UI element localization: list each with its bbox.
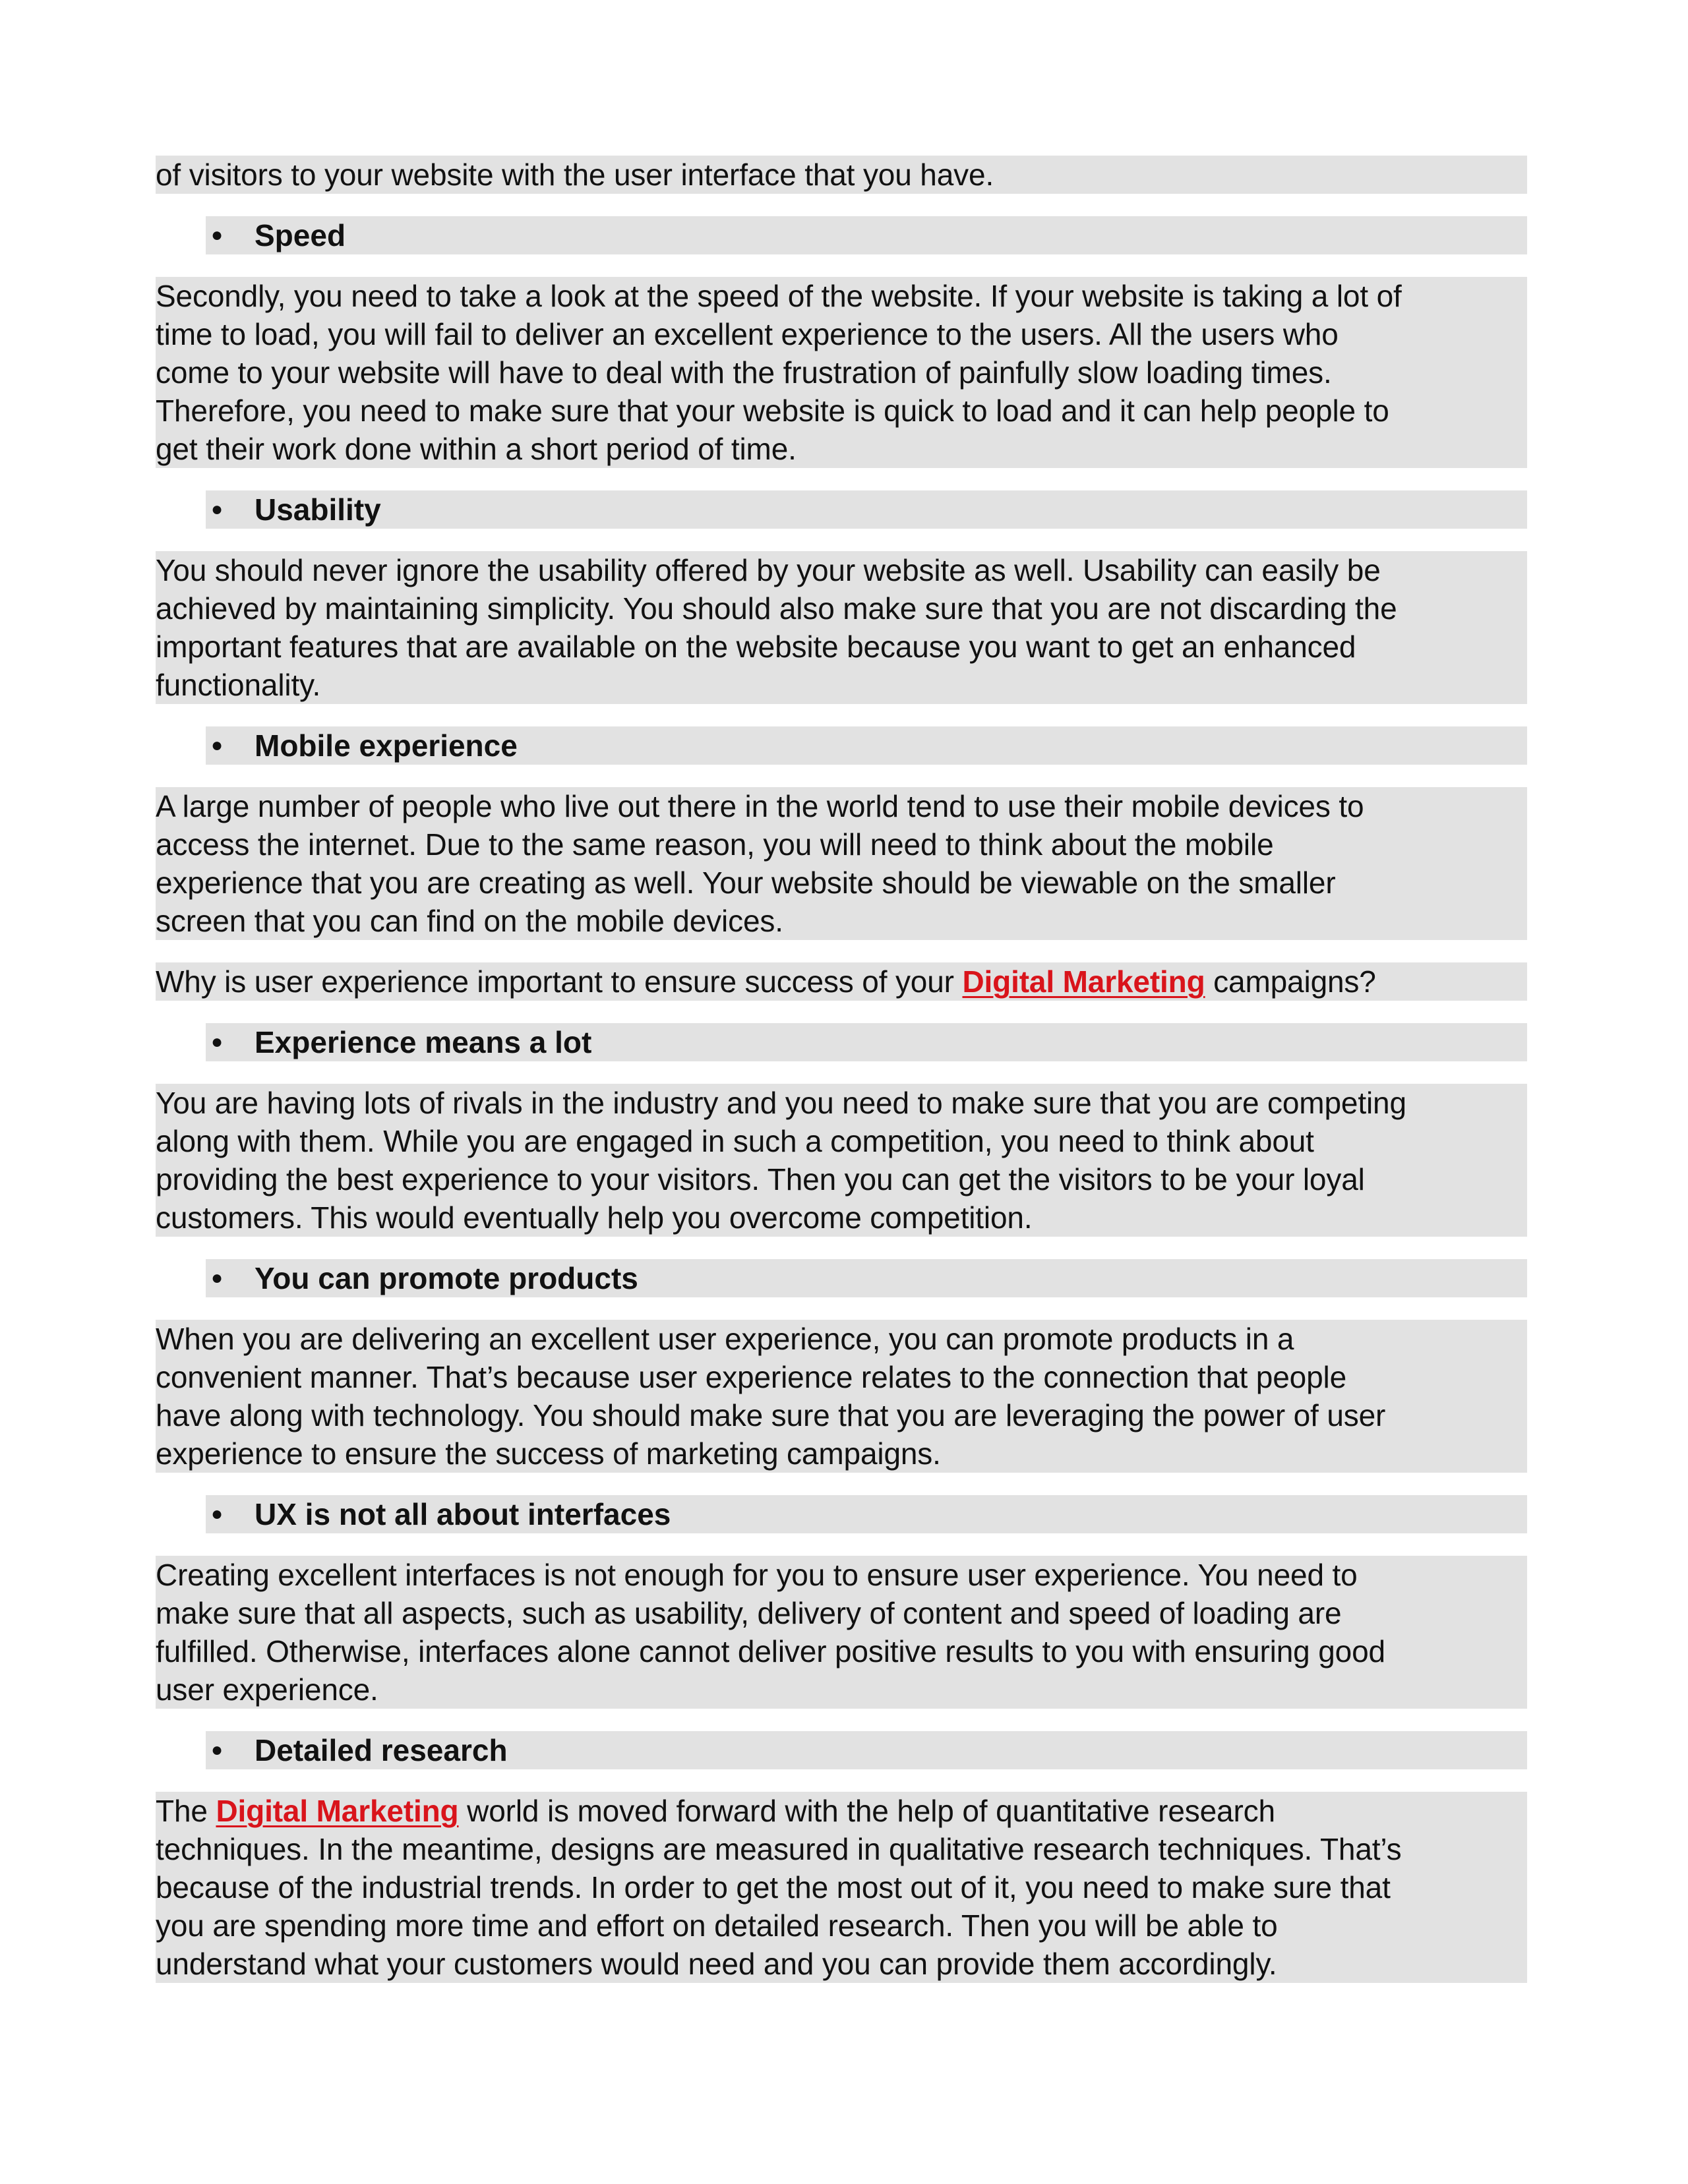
bullet-icon: ●	[210, 1267, 224, 1289]
bullet-heading-usability	[156, 490, 1527, 529]
research-text-before: The	[156, 1794, 216, 1828]
digital-marketing-link[interactable]: Digital Marketing	[216, 1794, 459, 1828]
bullet-heading-mobile-experience	[156, 726, 1527, 765]
paragraph-usability	[156, 551, 1527, 704]
bullet-heading-speed	[156, 216, 1527, 254]
bullet-heading-label: Speed	[255, 218, 346, 252]
bullet-heading-promote-products	[156, 1259, 1527, 1297]
paragraph-ux-interfaces	[156, 1556, 1527, 1709]
paragraph-line: you are spending more time and effort on detailed research. Then you will be able to	[156, 1908, 1278, 1943]
intro-paragraph	[156, 156, 1527, 194]
paragraph-line: user experience.	[156, 1672, 378, 1707]
bullet-heading-label: UX is not all about interfaces	[255, 1497, 671, 1531]
paragraph-mobile-experience	[156, 787, 1527, 940]
paragraph-experience-means-a-lot	[156, 1084, 1527, 1237]
bullet-heading-label: Usability	[255, 492, 381, 527]
paragraph-line: Therefore, you need to make sure that your website is quick to load and it can help people to	[156, 394, 1389, 428]
bullet-heading-label: Detailed research	[255, 1733, 508, 1767]
bullet-icon: ●	[210, 1031, 224, 1053]
paragraph-line: come to your website will have to deal with the frustration of painfully slow loading times.	[156, 355, 1332, 390]
bullet-icon: ●	[210, 224, 224, 246]
paragraph-line: convenient manner. That’s because user experience relates to the connection that people	[156, 1360, 1347, 1394]
paragraph-line: Secondly, you need to take a look at the speed of the website. If your website is taking a lot of	[156, 279, 1402, 313]
paragraph-speed	[156, 277, 1527, 468]
bullet-heading-ux-interfaces	[156, 1495, 1527, 1533]
paragraph-line: You should never ignore the usability offered by your website as well. Usability can easily be	[156, 553, 1381, 587]
question-text-before: Why is user experience important to ensure success of your	[156, 964, 963, 999]
paragraph-line: access the internet. Due to the same reason, you will need to think about the mobile	[156, 827, 1274, 862]
bullet-icon: ●	[210, 1503, 224, 1525]
paragraph-line: fulfilled. Otherwise, interfaces alone cannot deliver positive results to you with ensuring good	[156, 1634, 1385, 1668]
paragraph-line: providing the best experience to your visitors. Then you can get the visitors to be your loyal	[156, 1162, 1365, 1196]
paragraph-line: You are having lots of rivals in the industry and you need to make sure that you are competing	[156, 1086, 1406, 1120]
document-body	[156, 156, 1527, 2005]
digital-marketing-link[interactable]: Digital Marketing	[962, 964, 1205, 999]
paragraph-line: customers. This would eventually help you overcome competition.	[156, 1200, 1033, 1235]
paragraph-line: Creating excellent interfaces is not enough for you to ensure user experience. You need to	[156, 1558, 1358, 1592]
question-text-after: campaigns?	[1205, 964, 1376, 999]
paragraph-line: important features that are available on the website because you want to get an enhanced	[156, 630, 1356, 664]
research-text-after: world is moved forward with the help of quantitative research	[458, 1794, 1275, 1828]
bullet-heading-label: You can promote products	[255, 1261, 638, 1295]
paragraph-line: A large number of people who live out there in the world tend to use their mobile devices to	[156, 789, 1364, 823]
paragraph-line: understand what your customers would need and you can provide them accordingly.	[156, 1947, 1277, 1981]
paragraph-line: When you are delivering an excellent user experience, you can promote products in a	[156, 1322, 1294, 1356]
bullet-heading-detailed-research	[156, 1731, 1527, 1769]
paragraph-line	[156, 1792, 1527, 1830]
bullet-icon: ●	[210, 498, 224, 520]
paragraph-line: experience to ensure the success of marketing campaigns.	[156, 1436, 941, 1471]
bullet-heading-label: Experience means a lot	[255, 1025, 592, 1059]
paragraph-line: along with them. While you are engaged in such a competition, you need to think about	[156, 1124, 1314, 1158]
paragraph-line: experience that you are creating as well. Your website should be viewable on the smaller	[156, 866, 1336, 900]
paragraph-line: because of the industrial trends. In order to get the most out of it, you need to make sure that	[156, 1870, 1391, 1904]
paragraph-line: make sure that all aspects, such as usability, delivery of content and speed of loading are	[156, 1596, 1342, 1630]
paragraph-line: time to load, you will fail to deliver an excellent experience to the users. All the users who	[156, 317, 1339, 351]
paragraph-line: techniques. In the meantime, designs are measured in qualitative research techniques. That’s	[156, 1832, 1402, 1866]
paragraph-line: screen that you can find on the mobile devices.	[156, 904, 783, 938]
paragraph-line: achieved by maintaining simplicity. You should also make sure that you are not discarding the	[156, 591, 1397, 626]
paragraph-promote-products	[156, 1320, 1527, 1473]
paragraph-line: of visitors to your website with the user interface that you have.	[156, 158, 994, 192]
bullet-icon: ●	[210, 1739, 224, 1761]
paragraph-line: functionality.	[156, 668, 321, 702]
paragraph-line	[156, 962, 1527, 1001]
paragraph-line: have along with technology. You should make sure that you are leveraging the power of user	[156, 1398, 1386, 1432]
bullet-heading-label: Mobile experience	[255, 728, 518, 763]
question-paragraph	[156, 962, 1527, 1001]
paragraph-detailed-research	[156, 1792, 1527, 1983]
bullet-heading-experience-means-a-lot	[156, 1023, 1527, 1061]
bullet-icon: ●	[210, 734, 224, 756]
paragraph-line: get their work done within a short period of time.	[156, 432, 797, 466]
